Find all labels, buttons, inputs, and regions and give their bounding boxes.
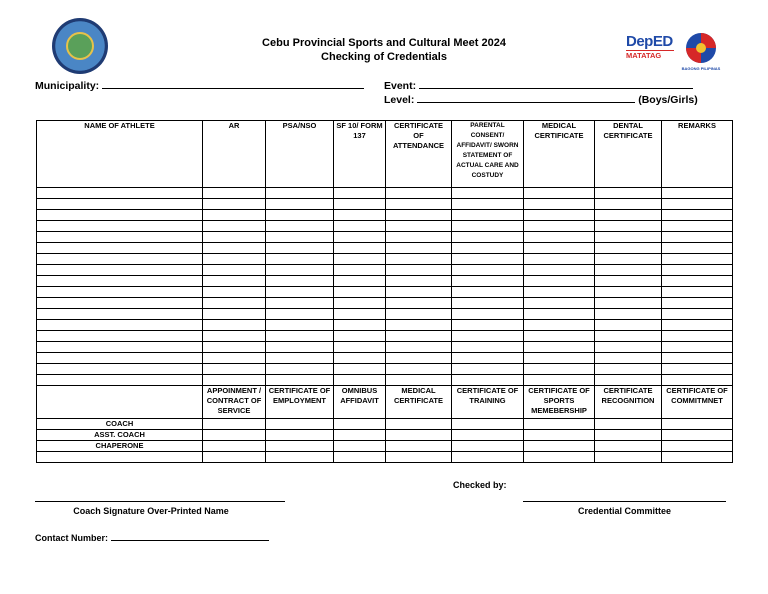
staff-header-appointment: APPOINMENT / CONTRACT OF SERVICE <box>203 386 266 419</box>
staff-header-sports-membership: CERTIFICATE OF SPORTS MEMEBERSHIP <box>524 386 595 419</box>
athlete-cell[interactable] <box>595 254 662 265</box>
athlete-row <box>37 342 733 353</box>
staff-cell[interactable] <box>452 441 524 452</box>
athlete-cell[interactable] <box>386 298 452 309</box>
athlete-cell[interactable] <box>266 232 334 243</box>
deped-wordmark: DepED <box>626 33 673 50</box>
athlete-cell[interactable] <box>452 342 524 353</box>
staff-cell[interactable] <box>595 441 662 452</box>
athlete-cell[interactable] <box>662 309 733 320</box>
athlete-row <box>37 210 733 221</box>
athlete-cell[interactable] <box>595 298 662 309</box>
athlete-cell[interactable] <box>386 320 452 331</box>
athlete-cell[interactable] <box>452 287 524 298</box>
athlete-row <box>37 298 733 309</box>
staff-cell[interactable] <box>266 419 334 430</box>
athlete-cell[interactable] <box>266 342 334 353</box>
athlete-cell[interactable] <box>266 353 334 364</box>
athlete-cell[interactable] <box>334 232 386 243</box>
athlete-cell[interactable] <box>452 320 524 331</box>
athlete-cell[interactable] <box>203 364 266 375</box>
athlete-cell[interactable] <box>266 287 334 298</box>
level-line[interactable] <box>417 93 635 103</box>
staff-cell[interactable] <box>386 441 452 452</box>
athlete-cell[interactable] <box>524 342 595 353</box>
athlete-cell[interactable] <box>37 210 203 221</box>
staff-cell[interactable] <box>662 452 733 463</box>
athlete-cell[interactable] <box>524 221 595 232</box>
athlete-cell[interactable] <box>524 199 595 210</box>
athlete-cell[interactable] <box>266 221 334 232</box>
staff-cell[interactable] <box>452 430 524 441</box>
athlete-cell[interactable] <box>595 199 662 210</box>
athlete-cell[interactable] <box>386 232 452 243</box>
athlete-cell[interactable] <box>37 298 203 309</box>
athlete-cell[interactable] <box>662 265 733 276</box>
athlete-cell[interactable] <box>203 287 266 298</box>
athlete-cell[interactable] <box>386 353 452 364</box>
athlete-cell[interactable] <box>524 243 595 254</box>
staff-cell[interactable] <box>266 430 334 441</box>
athlete-cell[interactable] <box>266 309 334 320</box>
header-ar: AR <box>203 121 266 188</box>
athlete-cell[interactable] <box>334 342 386 353</box>
staff-cell[interactable] <box>595 430 662 441</box>
athlete-cell[interactable] <box>524 331 595 342</box>
committee-signature-line[interactable] <box>523 501 726 502</box>
athlete-cell[interactable] <box>386 342 452 353</box>
athlete-row <box>37 353 733 364</box>
athlete-cell[interactable] <box>37 254 203 265</box>
staff-role-label: ASST. COACH <box>37 430 203 441</box>
staff-cell[interactable] <box>266 441 334 452</box>
athlete-cell[interactable] <box>662 320 733 331</box>
athlete-cell[interactable] <box>595 309 662 320</box>
athlete-cell[interactable] <box>266 265 334 276</box>
athlete-row <box>37 188 733 199</box>
athlete-cell[interactable] <box>452 298 524 309</box>
athlete-cell[interactable] <box>452 232 524 243</box>
staff-header-medical: MEDICAL CERTIFICATE <box>386 386 452 419</box>
staff-rows <box>37 419 733 463</box>
municipality-field <box>35 79 364 92</box>
athlete-row <box>37 243 733 254</box>
staff-cell[interactable] <box>524 452 595 463</box>
staff-cell[interactable] <box>203 430 266 441</box>
athlete-cell[interactable] <box>595 188 662 199</box>
athlete-cell[interactable] <box>524 287 595 298</box>
municipality-label: Municipality: <box>35 80 100 92</box>
staff-cell[interactable] <box>595 452 662 463</box>
athlete-row <box>37 221 733 232</box>
athlete-cell[interactable] <box>37 276 203 287</box>
athlete-rows <box>37 188 733 386</box>
athlete-cell[interactable] <box>452 364 524 375</box>
staff-header-recognition: CERTIFICATE RECOGNITION <box>595 386 662 419</box>
staff-cell[interactable] <box>662 419 733 430</box>
athlete-cell[interactable] <box>452 254 524 265</box>
athlete-cell[interactable] <box>37 265 203 276</box>
level-field <box>384 93 698 106</box>
athlete-cell[interactable] <box>662 210 733 221</box>
athlete-cell[interactable] <box>266 243 334 254</box>
athlete-cell[interactable] <box>334 364 386 375</box>
staff-cell[interactable] <box>203 419 266 430</box>
staff-role-label <box>37 452 203 463</box>
athlete-cell[interactable] <box>524 210 595 221</box>
athlete-cell[interactable] <box>334 276 386 287</box>
athlete-cell[interactable] <box>37 287 203 298</box>
staff-header-commitment: CERTIFICATE OF COMMITMNET <box>662 386 733 419</box>
athlete-cell[interactable] <box>524 309 595 320</box>
athlete-cell[interactable] <box>386 375 452 386</box>
athlete-cell[interactable] <box>203 265 266 276</box>
athlete-row <box>37 199 733 210</box>
athlete-cell[interactable] <box>203 254 266 265</box>
header-psa-nso: PSA/NSO <box>266 121 334 188</box>
athlete-cell[interactable] <box>386 265 452 276</box>
staff-cell[interactable] <box>203 441 266 452</box>
staff-header-training: CERTIFICATE OF TRAINING <box>452 386 524 419</box>
athlete-cell[interactable] <box>266 375 334 386</box>
athlete-cell[interactable] <box>334 309 386 320</box>
athlete-cell[interactable] <box>203 331 266 342</box>
athlete-cell[interactable] <box>386 221 452 232</box>
staff-cell[interactable] <box>203 452 266 463</box>
athlete-cell[interactable] <box>203 276 266 287</box>
athlete-cell[interactable] <box>37 342 203 353</box>
athlete-cell[interactable] <box>524 188 595 199</box>
athlete-cell[interactable] <box>386 188 452 199</box>
athlete-cell[interactable] <box>524 232 595 243</box>
athlete-cell[interactable] <box>386 254 452 265</box>
athlete-row <box>37 375 733 386</box>
staff-row <box>37 452 733 463</box>
staff-cell[interactable] <box>386 452 452 463</box>
athlete-cell[interactable] <box>662 221 733 232</box>
athlete-cell[interactable] <box>203 199 266 210</box>
staff-cell[interactable] <box>524 441 595 452</box>
athlete-cell[interactable] <box>334 298 386 309</box>
athlete-cell[interactable] <box>266 188 334 199</box>
staff-cell[interactable] <box>386 430 452 441</box>
staff-cell[interactable] <box>334 452 386 463</box>
athlete-row <box>37 309 733 320</box>
athlete-cell[interactable] <box>662 232 733 243</box>
athlete-header-row <box>37 121 733 188</box>
athlete-cell[interactable] <box>266 320 334 331</box>
athlete-cell[interactable] <box>662 375 733 386</box>
athlete-cell[interactable] <box>452 331 524 342</box>
athlete-cell[interactable] <box>524 254 595 265</box>
header-medical-cert: MEDICAL CERTIFICATE <box>524 121 595 188</box>
athlete-cell[interactable] <box>334 287 386 298</box>
staff-cell[interactable] <box>452 452 524 463</box>
athlete-cell[interactable] <box>524 265 595 276</box>
athlete-cell[interactable] <box>266 254 334 265</box>
athlete-cell[interactable] <box>452 276 524 287</box>
athlete-cell[interactable] <box>334 199 386 210</box>
athlete-cell[interactable] <box>595 364 662 375</box>
athlete-cell[interactable] <box>452 221 524 232</box>
contact-number-label: Contact Number: <box>35 533 109 543</box>
bagong-pilipinas-logo <box>682 32 720 64</box>
athlete-cell[interactable] <box>595 221 662 232</box>
athlete-cell[interactable] <box>524 364 595 375</box>
athlete-cell[interactable] <box>334 331 386 342</box>
staff-cell[interactable] <box>524 419 595 430</box>
athlete-cell[interactable] <box>386 210 452 221</box>
athlete-cell[interactable] <box>203 309 266 320</box>
staff-role-label: COACH <box>37 419 203 430</box>
athlete-cell[interactable] <box>37 331 203 342</box>
document-title: Cebu Provincial Sports and Cultural Meet 2024 <box>262 37 506 49</box>
athlete-cell[interactable] <box>524 298 595 309</box>
athlete-cell[interactable] <box>595 243 662 254</box>
athlete-cell[interactable] <box>266 276 334 287</box>
athlete-row <box>37 331 733 342</box>
athlete-cell[interactable] <box>662 364 733 375</box>
athlete-cell[interactable] <box>334 353 386 364</box>
athlete-cell[interactable] <box>452 375 524 386</box>
athlete-cell[interactable] <box>203 353 266 364</box>
staff-header-employment: CERTIFICATE OF EMPLOYMENT <box>266 386 334 419</box>
staff-row <box>37 430 733 441</box>
athlete-cell[interactable] <box>452 309 524 320</box>
staff-role-label: CHAPERONE <box>37 441 203 452</box>
staff-header-omnibus: OMNIBUS AFFIDAVIT <box>334 386 386 419</box>
athlete-cell[interactable] <box>266 199 334 210</box>
athlete-cell[interactable] <box>37 221 203 232</box>
athlete-cell[interactable] <box>386 331 452 342</box>
athlete-cell[interactable] <box>662 254 733 265</box>
athlete-cell[interactable] <box>662 298 733 309</box>
athlete-cell[interactable] <box>386 287 452 298</box>
athlete-cell[interactable] <box>595 265 662 276</box>
athlete-cell[interactable] <box>595 232 662 243</box>
athlete-cell[interactable] <box>595 320 662 331</box>
athlete-cell[interactable] <box>266 210 334 221</box>
athlete-cell[interactable] <box>37 243 203 254</box>
athlete-row <box>37 320 733 331</box>
event-label: Event: <box>384 80 417 92</box>
header-sf10: SF 10/ FORM 137 <box>334 121 386 188</box>
athlete-cell[interactable] <box>662 331 733 342</box>
bagong-pilipinas-text: BAGONG PILIPINAS <box>681 66 721 71</box>
contact-number-field <box>35 533 269 543</box>
athlete-cell[interactable] <box>37 188 203 199</box>
credential-committee-label: Credential Committee <box>577 506 672 516</box>
event-line[interactable] <box>419 79 693 89</box>
level-suffix: (Boys/Girls) <box>638 94 698 106</box>
athlete-row <box>37 265 733 276</box>
athlete-cell[interactable] <box>37 199 203 210</box>
athlete-cell[interactable] <box>266 331 334 342</box>
document-subtitle: Checking of Credentials <box>321 51 447 63</box>
athlete-cell[interactable] <box>452 210 524 221</box>
athlete-cell[interactable] <box>334 320 386 331</box>
athlete-cell[interactable] <box>334 254 386 265</box>
header-parental-consent: PARENTAL CONSENT/ AFFIDAVIT/ SWORN STATEMENT OF ACTUAL CARE AND COSTUDY <box>452 121 524 188</box>
athlete-cell[interactable] <box>203 342 266 353</box>
athlete-cell[interactable] <box>203 298 266 309</box>
athlete-cell[interactable] <box>203 188 266 199</box>
staff-cell[interactable] <box>334 441 386 452</box>
athlete-cell[interactable] <box>266 298 334 309</box>
deped-logo <box>626 34 674 74</box>
staff-row <box>37 441 733 452</box>
athlete-cell[interactable] <box>386 199 452 210</box>
athlete-cell[interactable] <box>203 320 266 331</box>
matatag-wordmark: MATATAG <box>626 50 674 61</box>
athlete-cell[interactable] <box>595 342 662 353</box>
staff-row <box>37 419 733 430</box>
athlete-row <box>37 364 733 375</box>
coach-signature-label: Coach Signature Over-Printed Name <box>73 506 229 516</box>
checked-by-label: Checked by: <box>453 480 507 490</box>
athlete-cell[interactable] <box>662 199 733 210</box>
athlete-cell[interactable] <box>386 276 452 287</box>
athlete-cell[interactable] <box>334 375 386 386</box>
staff-cell[interactable] <box>452 419 524 430</box>
event-field <box>384 79 693 92</box>
header-dental-cert: DENTAL CERTIFICATE <box>595 121 662 188</box>
level-label: Level: <box>384 94 415 106</box>
athlete-cell[interactable] <box>203 232 266 243</box>
athlete-cell[interactable] <box>203 375 266 386</box>
athlete-row <box>37 287 733 298</box>
staff-cell[interactable] <box>595 419 662 430</box>
athlete-cell[interactable] <box>386 309 452 320</box>
athlete-row <box>37 254 733 265</box>
athlete-cell[interactable] <box>662 342 733 353</box>
athlete-cell[interactable] <box>662 353 733 364</box>
staff-cell[interactable] <box>334 419 386 430</box>
athlete-cell[interactable] <box>662 188 733 199</box>
athlete-cell[interactable] <box>386 364 452 375</box>
athlete-cell[interactable] <box>37 364 203 375</box>
contact-number-line[interactable] <box>111 533 269 541</box>
athlete-cell[interactable] <box>37 353 203 364</box>
staff-cell[interactable] <box>662 441 733 452</box>
athlete-cell[interactable] <box>37 375 203 386</box>
athlete-cell[interactable] <box>595 331 662 342</box>
athlete-cell[interactable] <box>662 276 733 287</box>
athlete-cell[interactable] <box>452 199 524 210</box>
staff-cell[interactable] <box>662 430 733 441</box>
athlete-cell[interactable] <box>334 210 386 221</box>
athlete-cell[interactable] <box>595 276 662 287</box>
athlete-cell[interactable] <box>595 375 662 386</box>
athlete-cell[interactable] <box>386 243 452 254</box>
coach-signature-line[interactable] <box>35 501 285 502</box>
athlete-cell[interactable] <box>452 265 524 276</box>
header-name-of-athlete: NAME OF ATHLETE <box>37 121 203 188</box>
staff-cell[interactable] <box>266 452 334 463</box>
athlete-cell[interactable] <box>452 353 524 364</box>
municipality-line[interactable] <box>102 79 364 89</box>
athlete-cell[interactable] <box>452 243 524 254</box>
staff-header-blank <box>37 386 203 419</box>
athlete-cell[interactable] <box>37 320 203 331</box>
athlete-row <box>37 276 733 287</box>
staff-cell[interactable] <box>386 419 452 430</box>
staff-cell[interactable] <box>524 430 595 441</box>
athlete-cell[interactable] <box>524 320 595 331</box>
athlete-cell[interactable] <box>37 232 203 243</box>
athlete-cell[interactable] <box>37 309 203 320</box>
header-cert-attendance: CERTIFICATE OF ATTENDANCE <box>386 121 452 188</box>
athlete-cell[interactable] <box>524 353 595 364</box>
athlete-cell[interactable] <box>334 265 386 276</box>
athlete-cell[interactable] <box>595 210 662 221</box>
staff-cell[interactable] <box>334 430 386 441</box>
athlete-cell[interactable] <box>266 364 334 375</box>
athlete-cell[interactable] <box>203 243 266 254</box>
athlete-row <box>37 232 733 243</box>
credentials-table <box>36 120 733 463</box>
athlete-cell[interactable] <box>334 221 386 232</box>
athlete-cell[interactable] <box>203 210 266 221</box>
athlete-cell[interactable] <box>595 353 662 364</box>
staff-header-row <box>37 386 733 419</box>
athlete-cell[interactable] <box>662 287 733 298</box>
athlete-cell[interactable] <box>524 375 595 386</box>
athlete-cell[interactable] <box>334 243 386 254</box>
athlete-cell[interactable] <box>334 188 386 199</box>
athlete-cell[interactable] <box>595 287 662 298</box>
athlete-cell[interactable] <box>452 188 524 199</box>
athlete-cell[interactable] <box>662 243 733 254</box>
athlete-cell[interactable] <box>203 221 266 232</box>
athlete-cell[interactable] <box>524 276 595 287</box>
header-remarks: REMARKS <box>662 121 733 188</box>
